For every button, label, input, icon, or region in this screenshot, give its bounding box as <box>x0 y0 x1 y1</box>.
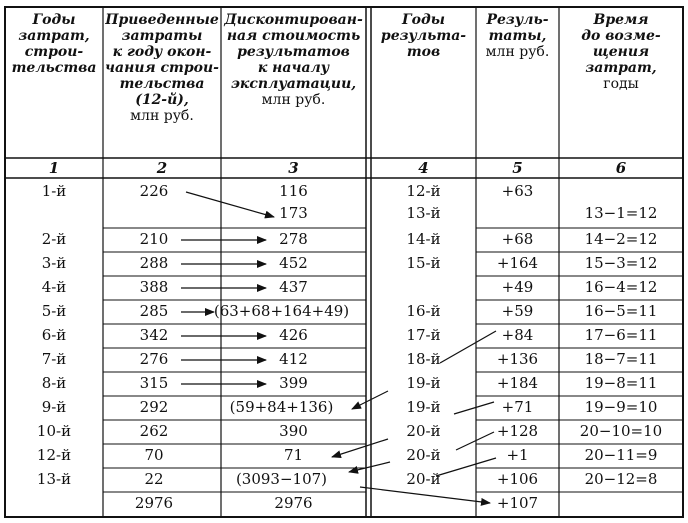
r4-cost: 388 <box>139 278 169 296</box>
colnum-6: 6 <box>615 159 627 177</box>
r3-result: +164 <box>496 254 539 272</box>
r7-payback: 18−7=11 <box>584 350 658 368</box>
r5-ryear: 16-й <box>406 302 441 320</box>
r12-disc: (3093−107) <box>235 470 328 488</box>
header-col1-line: строи- <box>24 44 84 60</box>
r5-cost: 285 <box>139 302 169 320</box>
r9-disc: (59+84+136) <box>229 398 334 416</box>
r2-payback: 14−2=12 <box>584 230 658 248</box>
r12-year: 13-й <box>36 470 72 488</box>
colnum-5: 5 <box>512 159 523 177</box>
discount-table <box>4 6 684 518</box>
r4-result: +49 <box>501 278 534 296</box>
r2-cost: 210 <box>139 230 169 248</box>
header-col6-unit: годы <box>603 76 639 92</box>
colnum-3: 3 <box>288 159 299 177</box>
header-col5-line: Резуль- <box>486 12 549 28</box>
r6-cost: 342 <box>139 326 169 344</box>
header-col1 <box>6 12 102 76</box>
header-col6-line: Время <box>593 12 649 28</box>
header-col3-line: к началу <box>257 60 330 76</box>
r12-payback: 20−12=8 <box>584 470 658 488</box>
r11-cost: 70 <box>144 446 164 464</box>
r6-payback: 17−6=11 <box>584 326 658 344</box>
r1-year: 1-й <box>41 182 67 200</box>
r12-result: +106 <box>496 470 539 488</box>
r11-year: 12-й <box>36 446 72 464</box>
r3-cost: 288 <box>139 254 169 272</box>
r10-cost: 262 <box>139 422 169 440</box>
header-col3-line: Дисконтирован- <box>224 12 363 28</box>
header-col2-unit: млн руб. <box>130 108 194 124</box>
colnum-1: 1 <box>48 159 60 177</box>
header-col6-line: щения <box>592 44 650 60</box>
r9-result: +71 <box>501 398 534 416</box>
r11-result: +1 <box>506 446 529 464</box>
arrow-to-107 <box>360 487 490 503</box>
r6-ryear: 17-й <box>406 326 441 344</box>
r7-result: +136 <box>496 350 539 368</box>
r1-ryear-b: 13-й <box>406 204 441 222</box>
r9-year: 9-й <box>41 398 67 416</box>
r5-result: +59 <box>501 302 534 320</box>
r5-disc: (63+68+164+49) <box>213 302 350 320</box>
header-col2-line: (12-й), <box>135 92 189 108</box>
r10-ryear: 20-й <box>406 422 441 440</box>
r11-ryear: 20-й <box>406 446 441 464</box>
header-col2-line: затраты <box>121 28 203 44</box>
r12-cost: 22 <box>144 470 164 488</box>
header-col4-line: тов <box>406 44 441 60</box>
header-col3-line: ная стоимость <box>226 28 361 44</box>
colnum-4: 4 <box>418 159 429 177</box>
header-col5-line: таты, <box>488 28 547 44</box>
r12-ryear: 20-й <box>406 470 441 488</box>
r10-disc: 390 <box>279 422 308 440</box>
header-col3-unit: млн руб. <box>261 92 326 108</box>
r1-disc-b: 173 <box>279 204 308 222</box>
r11-payback: 20−11=9 <box>584 446 658 464</box>
r13-disc: 2976 <box>274 494 313 512</box>
r3-ryear: 15-й <box>406 254 441 272</box>
r2-year: 2-й <box>41 230 67 248</box>
r8-year: 8-й <box>41 374 67 392</box>
header-col4-line: результа- <box>380 28 467 44</box>
r8-cost: 315 <box>139 374 169 392</box>
header-col3 <box>222 12 365 108</box>
r2-disc: 278 <box>279 230 308 248</box>
r7-cost: 276 <box>139 350 169 368</box>
r4-payback: 16−4=12 <box>584 278 658 296</box>
r4-year: 4-й <box>41 278 67 296</box>
r8-payback: 19−8=11 <box>584 374 658 392</box>
r6-result: +84 <box>501 326 534 344</box>
r1-ryear-a: 12-й <box>406 182 441 200</box>
r9-cost: 292 <box>139 398 169 416</box>
r1-cost: 226 <box>139 182 169 200</box>
header-col6 <box>560 12 682 92</box>
r10-year: 10-й <box>36 422 72 440</box>
header-col4 <box>372 12 475 60</box>
header-col2-line: Приведенные <box>105 12 219 28</box>
colnum-2: 2 <box>156 159 168 177</box>
r6-disc: 426 <box>279 326 308 344</box>
r6-year: 6-й <box>41 326 67 344</box>
r7-disc: 412 <box>279 350 308 368</box>
header-col2-line: чания строи- <box>105 60 219 76</box>
r11-disc: 71 <box>283 446 304 464</box>
r7-year: 7-й <box>41 350 67 368</box>
r9-payback: 19−9=10 <box>584 398 658 416</box>
r8-ryear: 19-й <box>406 374 441 392</box>
r1-disc-a: 116 <box>279 182 308 200</box>
r10-result: +128 <box>496 422 539 440</box>
r13-result: +107 <box>496 494 539 512</box>
r8-result: +184 <box>496 374 539 392</box>
r8-disc: 399 <box>279 374 308 392</box>
header-col6-line: затрат, <box>585 60 657 76</box>
r1-result: +63 <box>501 182 534 200</box>
r2-result: +68 <box>501 230 534 248</box>
r4-disc: 437 <box>279 278 308 296</box>
r13-cost: 2976 <box>134 494 174 512</box>
r3-year: 3-й <box>41 254 67 272</box>
r10-payback: 20−10=10 <box>579 422 663 440</box>
r2-ryear: 14-й <box>406 230 441 248</box>
header-col4-line: Годы <box>402 12 445 28</box>
header-col2-line: тельства <box>119 76 205 92</box>
r3-disc: 452 <box>279 254 308 272</box>
header-col1-line: тельства <box>11 60 97 76</box>
header-col6-line: до возме- <box>581 28 661 44</box>
header-col1-line: затрат, <box>18 28 90 44</box>
header-col2-line: к году окон- <box>112 44 212 60</box>
r1-payback: 13−1=12 <box>584 204 658 222</box>
r9-ryear: 19-й <box>406 398 441 416</box>
header-col3-line: результатов <box>237 44 350 60</box>
header-col5 <box>477 12 558 60</box>
r5-year: 5-й <box>41 302 67 320</box>
header-col2 <box>104 12 220 124</box>
header-col5-unit: млн руб. <box>485 44 550 60</box>
r3-payback: 15−3=12 <box>584 254 658 272</box>
header-col1-line: Годы <box>32 12 76 28</box>
r5-payback: 16−5=11 <box>584 302 658 320</box>
r7-ryear: 18-й <box>406 350 441 368</box>
header-col3-line: эксплуатации, <box>230 76 357 92</box>
